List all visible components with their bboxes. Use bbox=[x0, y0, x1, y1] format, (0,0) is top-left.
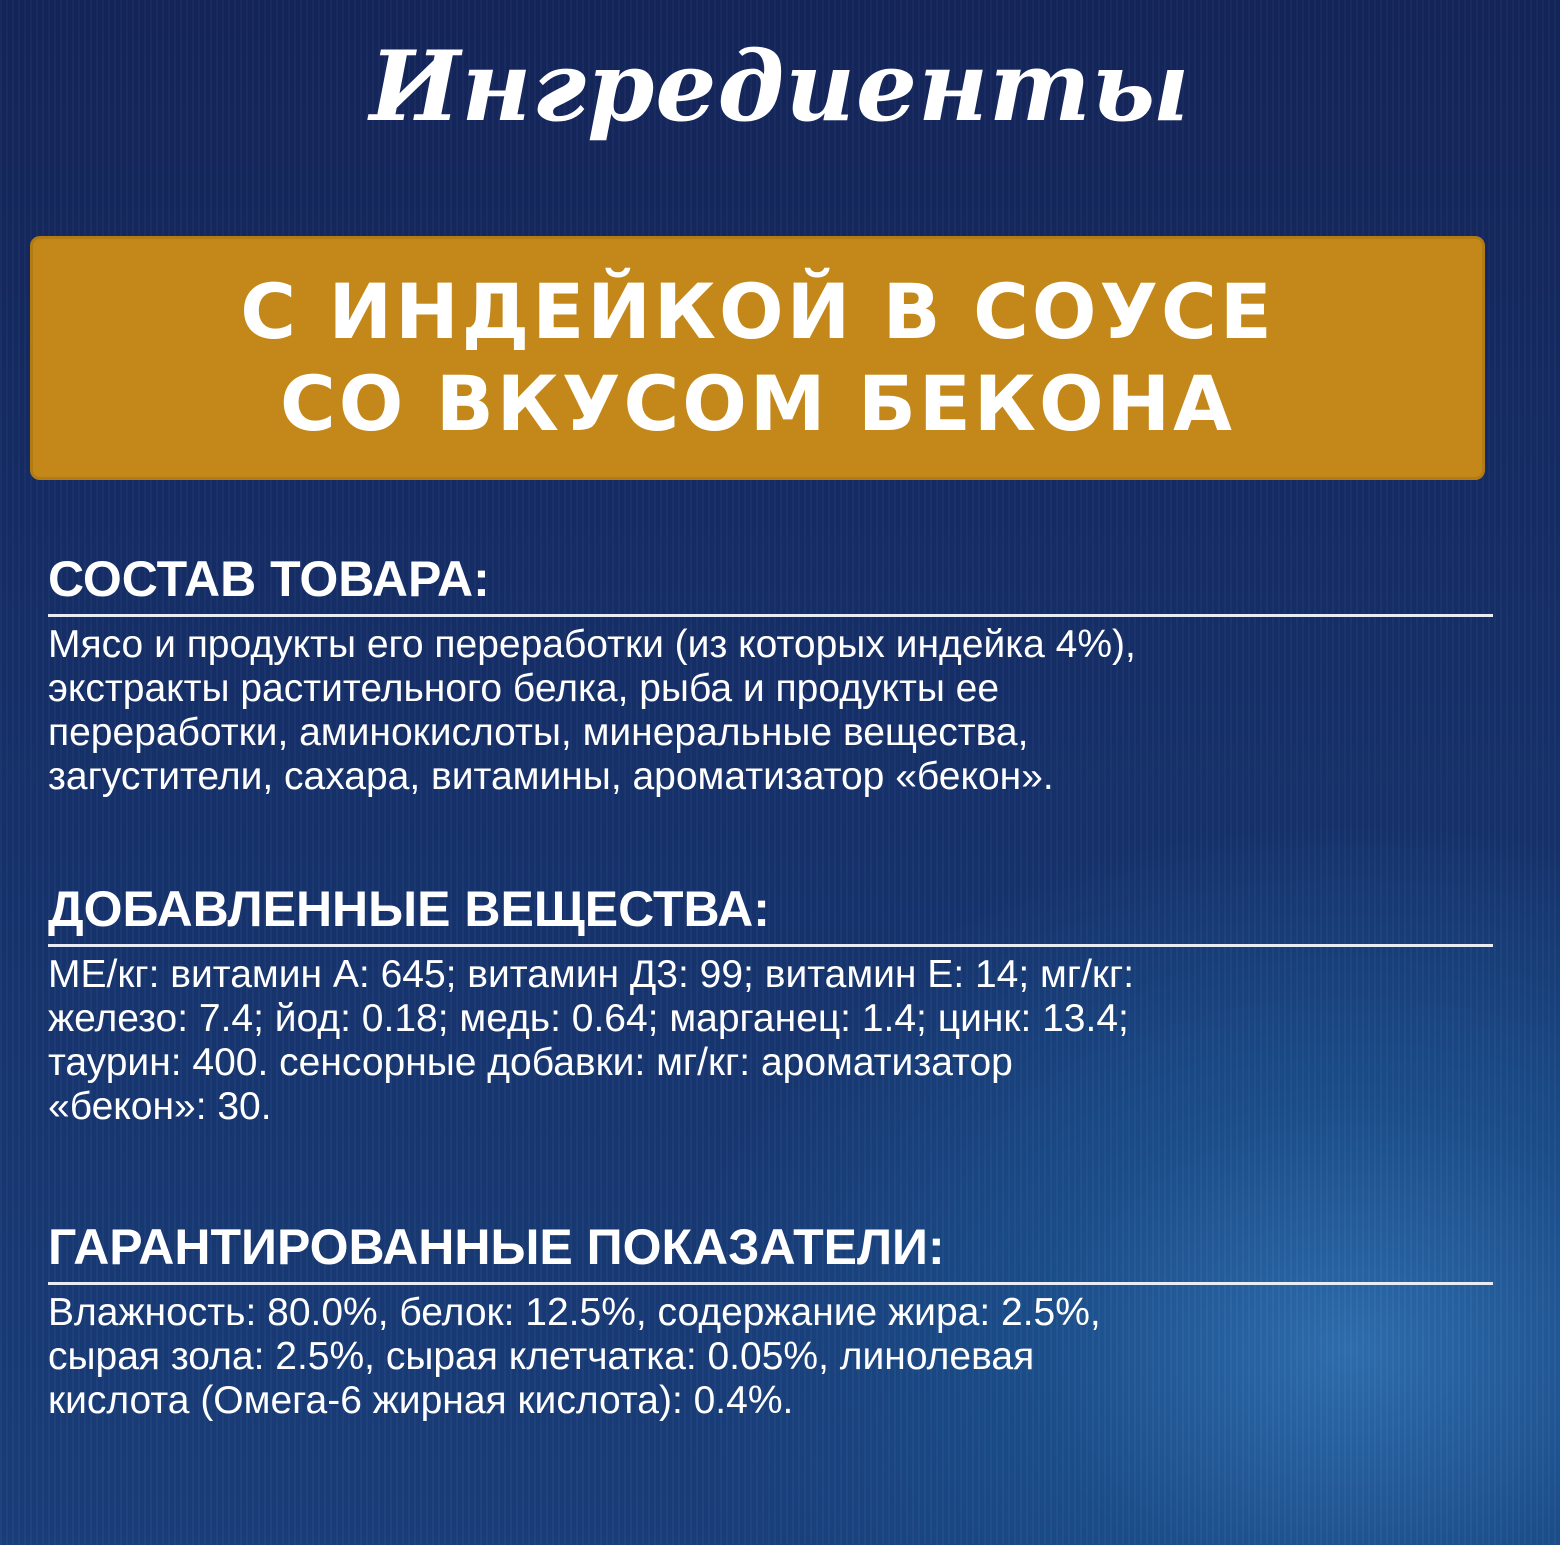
additives-section bbox=[48, 880, 1493, 1129]
guaranteed-heading: ГАРАНТИРОВАННЫЕ ПОКАЗАТЕЛИ: bbox=[48, 1218, 1493, 1285]
guaranteed-text bbox=[48, 1291, 1493, 1423]
composition-heading: СОСТАВ ТОВАРА: bbox=[48, 550, 1493, 617]
banner-line-2: СО ВКУСОМ БЕКОНА bbox=[280, 359, 1235, 448]
page-title: Ингредиенты bbox=[369, 30, 1191, 143]
additives-line: железо: 7.4; йод: 0.18; медь: 0.64; марганец: 1.4; цинк: 13.4; bbox=[48, 997, 1129, 1040]
additives-line: МЕ/кг: витамин А: 645; витамин Д3: 99; витамин Е: 14; мг/кг: bbox=[48, 953, 1135, 996]
product-variant-banner bbox=[30, 236, 1485, 480]
guaranteed-line: Влажность: 80.0%, белок: 12.5%, содержание жира: 2.5%, bbox=[48, 1291, 1101, 1334]
composition-line: экстракты растительного белка, рыба и продукты ее bbox=[48, 667, 1000, 710]
composition-line: Мясо и продукты его переработки (из которых индейка 4%), bbox=[48, 623, 1136, 666]
additives-line: таурин: 400. сенсорные добавки: мг/кг: ароматизатор bbox=[48, 1041, 1013, 1084]
composition-line: переработки, аминокислоты, минеральные вещества, bbox=[48, 711, 1029, 754]
guaranteed-section bbox=[48, 1218, 1493, 1423]
composition-line: загустители, сахара, витамины, ароматизатор «бекон». bbox=[48, 755, 1054, 798]
banner-line-1: С ИНДЕЙКОЙ В СОУСЕ bbox=[240, 267, 1275, 356]
additives-line: «бекон»: 30. bbox=[48, 1085, 272, 1128]
composition-text bbox=[48, 623, 1493, 799]
guaranteed-line: сырая зола: 2.5%, сырая клетчатка: 0.05%, линолевая bbox=[48, 1335, 1035, 1378]
additives-heading: ДОБАВЛЕННЫЕ ВЕЩЕСТВА: bbox=[48, 880, 1493, 947]
additives-text bbox=[48, 953, 1493, 1129]
guaranteed-line: кислота (Омега-6 жирная кислота): 0.4%. bbox=[48, 1379, 794, 1422]
composition-section bbox=[48, 550, 1493, 799]
